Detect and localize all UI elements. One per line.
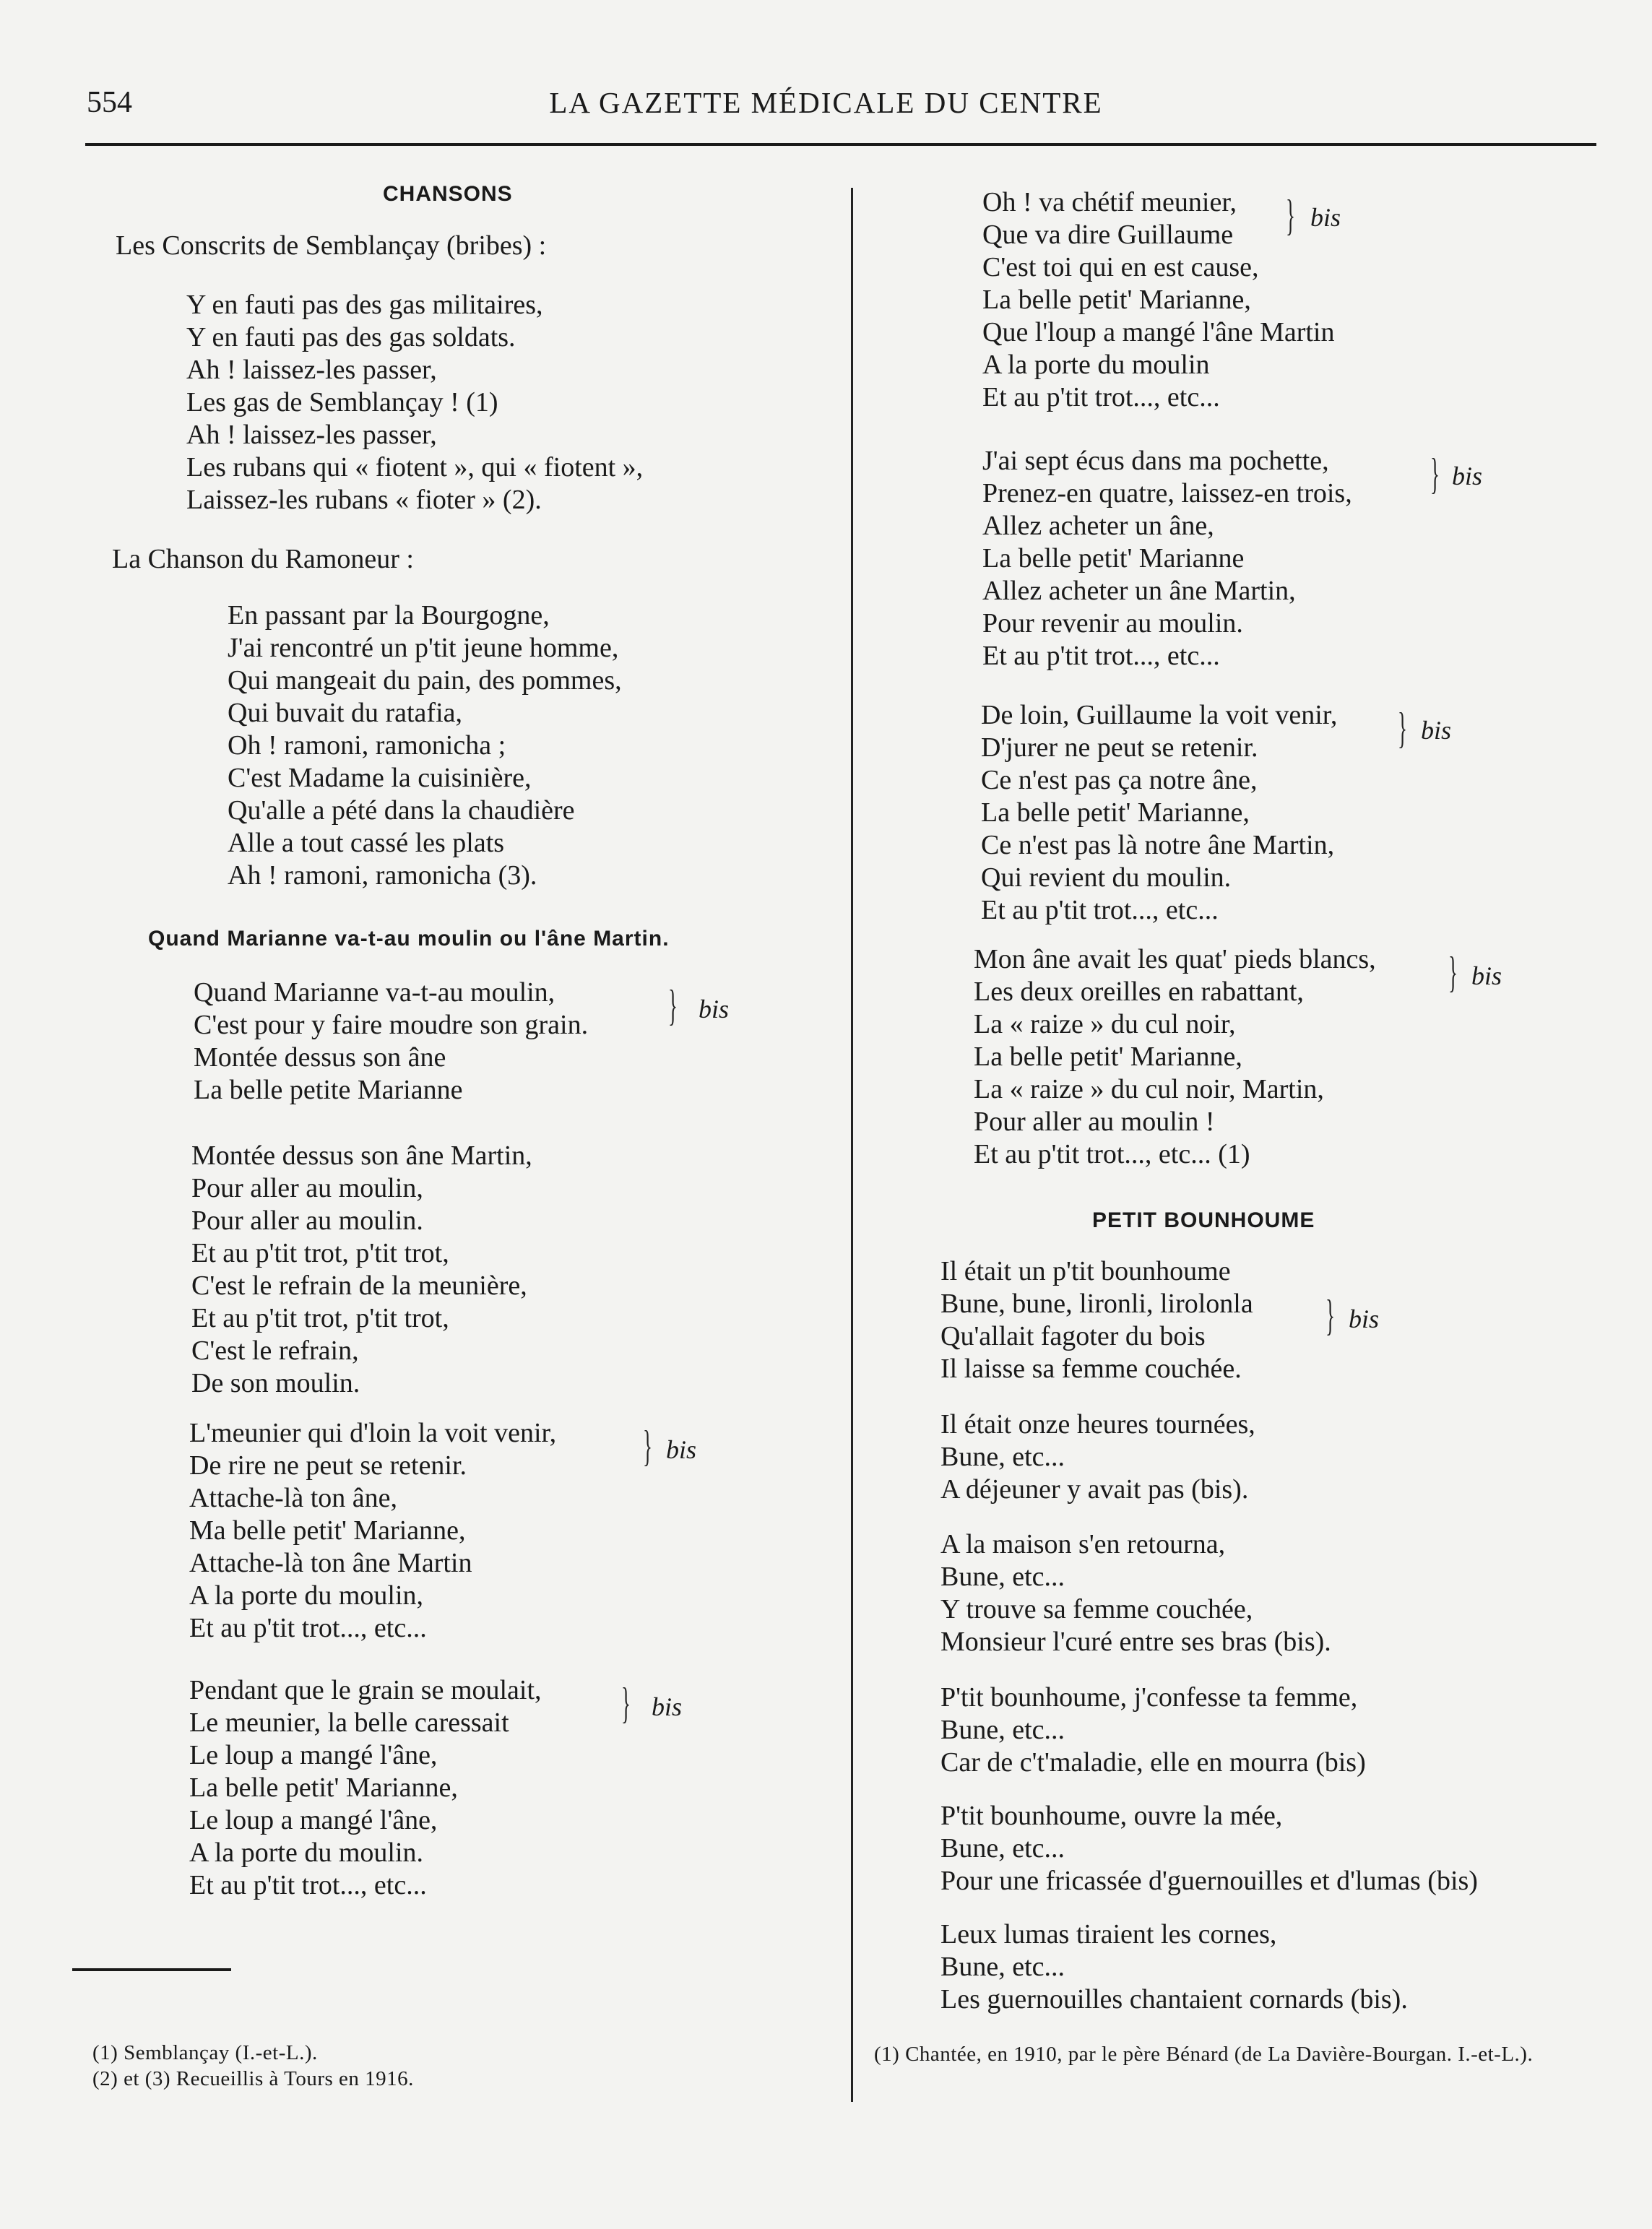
verse-line: Y en fauti pas des gas militaires, — [186, 290, 543, 320]
brace-icon: } — [1430, 450, 1440, 498]
verse-line: La belle petit' Marianne, — [981, 797, 1250, 828]
verse-line: Et au p'tit trot..., etc... (1) — [974, 1139, 1250, 1169]
verse-line: Pour aller au moulin, — [191, 1173, 423, 1203]
stanza-bounhoume-6 — [940, 1918, 1408, 2016]
verse-line: Les deux oreilles en rabattant, — [974, 977, 1304, 1007]
verse-line: Car de c't'maladie, elle en mourra (bis) — [940, 1747, 1366, 1778]
verse-line: Ce n'est pas là notre âne Martin, — [981, 830, 1335, 860]
verse-line: De loin, Guillaume la voit venir, — [981, 700, 1338, 730]
verse-line: A la maison s'en retourna, — [940, 1529, 1226, 1559]
verse-line: La « raize » du cul noir, — [974, 1009, 1236, 1039]
verse-line: Qu'allait fagoter du bois — [940, 1321, 1206, 1351]
song-title-ramoneur: La Chanson du Ramoneur : — [112, 544, 414, 574]
bis-label: bis — [1421, 716, 1452, 745]
stanza-marianne-3 — [189, 1417, 556, 1645]
verse-line: Oh ! ramoni, ramonicha ; — [228, 730, 506, 761]
verse-line: Montée dessus son âne — [194, 1042, 446, 1073]
verse-line: Laissez-les rubans « fioter » (2). — [186, 485, 542, 515]
brace-icon: } — [1326, 1291, 1335, 1339]
verse-line: Qui buvait du ratafia, — [228, 698, 463, 728]
verse-line: Et au p'tit trot..., etc... — [982, 382, 1220, 412]
verse-line: Pour aller au moulin. — [191, 1206, 423, 1236]
brace-icon: } — [1286, 191, 1295, 239]
stanza-marianne-8 — [974, 943, 1376, 1171]
brace-icon: } — [668, 982, 678, 1029]
verse-line: Oh ! va chétif meunier, — [982, 187, 1237, 217]
verse-line: La « raize » du cul noir, Martin, — [974, 1074, 1324, 1104]
stanza-ramoneur — [228, 600, 622, 892]
verse-line: Quand Marianne va-t-au moulin, — [194, 977, 555, 1008]
verse-line: Alle a tout cassé les plats — [228, 828, 505, 858]
bis-label: bis — [666, 1435, 697, 1464]
stanza-bounhoume-2 — [940, 1408, 1255, 1506]
verse-line: L'meunier qui d'loin la voit venir, — [189, 1418, 557, 1448]
verse-line: Le meunier, la belle caressait — [189, 1708, 509, 1738]
verse-line: Bune, etc... — [940, 1833, 1065, 1864]
bis-label: bis — [652, 1692, 683, 1721]
brace-icon: } — [621, 1679, 631, 1727]
bis-label: bis — [1349, 1304, 1380, 1333]
verse-line: Allez acheter un âne, — [982, 511, 1214, 541]
verse-line: La belle petit' Marianne, — [189, 1773, 458, 1803]
journal-title: LA GAZETTE MÉDICALE DU CENTRE — [549, 86, 1103, 119]
section-title: CHANSONS — [383, 182, 513, 206]
verse-line: C'est Madame la cuisinière, — [228, 763, 532, 793]
verse-line: De son moulin. — [191, 1368, 360, 1398]
verse-line: Les guernouilles chantaient cornards (bis). — [940, 1984, 1408, 2014]
page-number: 554 — [87, 86, 132, 119]
verse-line: C'est pour y faire moudre son grain. — [194, 1010, 589, 1040]
verse-line: Y trouve sa femme couchée, — [940, 1594, 1253, 1624]
verse-line: La belle petite Marianne — [194, 1075, 463, 1105]
verse-line: J'ai sept écus dans ma pochette, — [982, 446, 1329, 476]
brace-icon: } — [1448, 948, 1458, 996]
bis-label: bis — [699, 995, 730, 1023]
verse-line: Et au p'tit trot, p'tit trot, — [191, 1238, 449, 1268]
stanza-bounhoume-1 — [940, 1255, 1253, 1385]
verse-line: Pendant que le grain se moulait, — [189, 1675, 542, 1705]
stanza-bounhoume-4 — [940, 1682, 1366, 1779]
verse-line: Ah ! ramoni, ramonicha (3). — [228, 860, 537, 891]
verse-line: Attache-là ton âne Martin — [189, 1548, 472, 1578]
verse-line: Et au p'tit trot..., etc... — [189, 1870, 427, 1900]
verse-line: La belle petit' Marianne, — [974, 1042, 1242, 1072]
verse-line: Allez acheter un âne Martin, — [982, 576, 1296, 606]
verse-line: Le loup a mangé l'âne, — [189, 1740, 438, 1770]
verse-line: Il était onze heures tournées, — [940, 1409, 1255, 1440]
page-header — [0, 0, 1652, 144]
verse-line: Montée dessus son âne Martin, — [191, 1141, 532, 1171]
stanza-marianne-2 — [191, 1140, 532, 1400]
header-rule — [85, 143, 1596, 146]
verse-line: Ce n'est pas ça notre âne, — [981, 765, 1258, 795]
verse-line: Monsieur l'curé entre ses bras (bis). — [940, 1627, 1331, 1657]
stanza-bounhoume-5 — [940, 1800, 1478, 1897]
footnote-rule — [72, 1968, 231, 1971]
verse-line: A la porte du moulin. — [189, 1838, 424, 1868]
stanza-bounhoume-3 — [940, 1528, 1331, 1658]
verse-line: Attache-là ton âne, — [189, 1483, 398, 1513]
song-title-conscrits: Les Conscrits de Semblançay (bribes) : — [116, 230, 547, 261]
verse-line: P'tit bounhoume, ouvre la mée, — [940, 1801, 1283, 1831]
verse-line: A la porte du moulin, — [189, 1580, 424, 1611]
bis-label: bis — [1471, 961, 1502, 990]
verse-line: Y en fauti pas des gas soldats. — [186, 322, 516, 352]
brace-icon: } — [643, 1422, 652, 1470]
verse-line: Et au p'tit trot..., etc... — [981, 895, 1219, 925]
song-title-marianne: Quand Marianne va-t-au moulin ou l'âne Martin. — [148, 927, 670, 951]
brace-icon: } — [1398, 704, 1407, 752]
stanza-marianne-4 — [189, 1674, 542, 1902]
bis-label: bis — [1452, 462, 1483, 490]
stanza-marianne-6 — [982, 445, 1352, 672]
verse-line: D'jurer ne peut se retenir. — [981, 732, 1258, 763]
verse-line: Ah ! laissez-les passer, — [186, 420, 437, 450]
stanza-marianne-1 — [194, 977, 588, 1107]
verse-line: La belle petit' Marianne — [982, 543, 1245, 574]
verse-line: Bune, bune, lironli, lirolonla — [940, 1289, 1253, 1319]
verse-line: En passant par la Bourgogne, — [228, 600, 550, 631]
verse-line: Qu'alle a pété dans la chaudière — [228, 795, 575, 826]
verse-line: Ah ! laissez-les passer, — [186, 355, 437, 385]
verse-line: C'est toi qui en est cause, — [982, 252, 1259, 282]
verse-line: Bune, etc... — [940, 1715, 1065, 1745]
verse-line: Mon âne avait les quat' pieds blancs, — [974, 944, 1376, 974]
verse-line: Et au p'tit trot..., etc... — [982, 641, 1220, 671]
footnote: (1) Semblançay (I.-et-L.). — [92, 2041, 318, 2064]
verse-line: Et au p'tit trot, p'tit trot, — [191, 1303, 449, 1333]
verse-line: Pour aller au moulin ! — [974, 1107, 1215, 1137]
footnote: (2) et (3) Recueillis à Tours en 1916. — [92, 2067, 414, 2090]
verse-line: Qui mangeait du pain, des pommes, — [228, 665, 622, 696]
verse-line: P'tit bounhoume, j'confesse ta femme, — [940, 1682, 1358, 1713]
verse-line: Bune, etc... — [940, 1562, 1065, 1592]
song-title-bounhoume: PETIT BOUNHOUME — [1092, 1208, 1315, 1232]
verse-line: Que l'loup a mangé l'âne Martin — [982, 317, 1335, 347]
bis-label: bis — [1310, 203, 1341, 232]
stanza-conscrits — [186, 289, 643, 516]
verse-line: Leux lumas tiraient les cornes, — [940, 1919, 1277, 1949]
verse-line: Prenez-en quatre, laissez-en trois, — [982, 478, 1352, 508]
verse-line: Il était un p'tit bounhoume — [940, 1256, 1231, 1286]
verse-line: Qui revient du moulin. — [981, 862, 1232, 893]
stanza-marianne-5 — [982, 186, 1335, 414]
verse-line: De rire ne peut se retenir. — [189, 1450, 467, 1481]
column-divider — [851, 188, 853, 2102]
verse-line: Bune, etc... — [940, 1442, 1065, 1472]
verse-line: Pour une fricassée d'guernouilles et d'lumas (bis) — [940, 1866, 1478, 1896]
verse-line: A déjeuner y avait pas (bis). — [940, 1474, 1249, 1505]
footnote: (1) Chantée, en 1910, par le père Bénard (de La Davière-Bourgan. I.-et-L.). — [874, 2043, 1534, 2066]
verse-line: Et au p'tit trot..., etc... — [189, 1613, 427, 1643]
verse-line: Pour revenir au moulin. — [982, 608, 1243, 639]
verse-line: A la porte du moulin — [982, 350, 1210, 380]
verse-line: J'ai rencontré un p'tit jeune homme, — [228, 633, 619, 663]
verse-line: Le loup a mangé l'âne, — [189, 1805, 438, 1835]
verse-line: C'est le refrain de la meunière, — [191, 1271, 527, 1301]
stanza-marianne-7 — [981, 699, 1337, 927]
verse-line: Il laisse sa femme couchée. — [940, 1354, 1242, 1384]
verse-line: Les rubans qui « fiotent », qui « fiotent », — [186, 452, 644, 482]
verse-line: Les gas de Semblançay ! (1) — [186, 387, 498, 417]
verse-line: Bune, etc... — [940, 1952, 1065, 1982]
verse-line: C'est le refrain, — [191, 1336, 359, 1366]
verse-line: La belle petit' Marianne, — [982, 285, 1251, 315]
verse-line: Ma belle petit' Marianne, — [189, 1515, 466, 1546]
verse-line: Que va dire Guillaume — [982, 220, 1234, 250]
